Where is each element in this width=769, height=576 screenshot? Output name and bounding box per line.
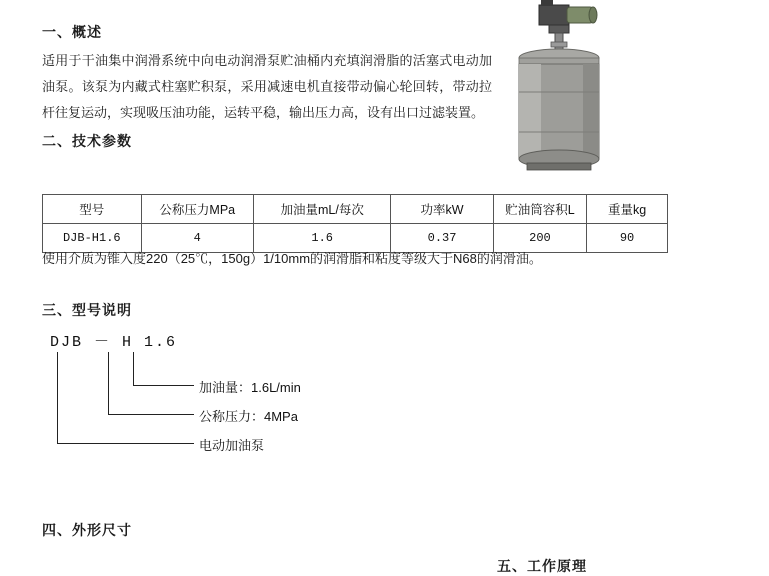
legend-label-flow: 加油量：1.6L/min [199,380,301,395]
section-heading-dimensions: 四、外形尺寸 [42,522,132,538]
section-heading-model: 三、型号说明 [42,302,132,318]
table-header-row [43,195,668,224]
table-header-cell: 加油量mL/每次 [253,195,390,224]
section-heading-overview: 一、概述 [42,24,102,40]
table-cell: 200 [493,224,586,253]
table-header-cell: 型号 [43,195,142,224]
table-header-cell: 贮油筒容积L [493,195,586,224]
table-cell: 0.37 [391,224,493,253]
section-heading-specs: 二、技术参数 [42,133,132,149]
overview-paragraph: 适用于干油集中润滑系统中向电动润滑泵贮油桶内充填润滑脂的活塞式电动加油泵。该泵为内藏式柱塞贮积泵，采用减速电机直接带动偏心轮回转，带动拉杆往复运动，实现吸压油功能，运转平稳，输出压力高，设有出口过滤装置。 [42,53,492,120]
legend-label-pumptype: 电动加油泵 [199,438,265,453]
section-heading-principle: 五、工作原理 [497,558,587,574]
electric-grease-pump-photo [505,0,635,185]
motor-assembly [539,0,597,55]
grease-reservoir-barrel [519,64,599,168]
table-cell: DJB-H1.6 [43,224,142,253]
table-cell: 1.6 [253,224,390,253]
pump-base [527,163,591,170]
specifications-table [42,194,668,253]
medium-note-text: 使用介质为锥入度220（25℃，150g）1/10mm的润滑脂和粘度等级大于N68的润滑油。 [42,251,542,266]
leader-line-pumptype [57,352,194,444]
table-header-cell: 重量kg [587,195,668,224]
table-cell: 4 [141,224,253,253]
legend-label-pressure: 公称压力：4MPa [199,409,298,424]
table-header-cell: 功率kW [391,195,493,224]
model-code-text: DJB － H 1.6 [50,334,178,351]
table-header-cell: 公称压力MPa [141,195,253,224]
table-cell: 90 [587,224,668,253]
